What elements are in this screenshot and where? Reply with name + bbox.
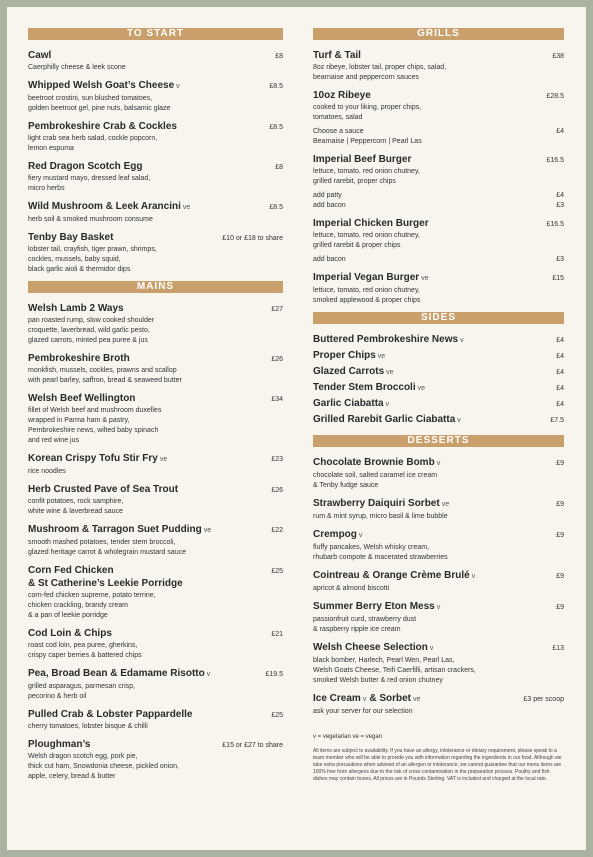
item-description: black garlic aioli & thermidor dips <box>28 266 131 273</box>
item-description: roast cod loin, pea puree, gherkins, <box>28 642 138 649</box>
item-description: herb soil & smoked mushroom consume <box>28 216 153 223</box>
menu-item-row <box>313 413 564 427</box>
item-name-text: Garlic Ciabatta <box>313 398 384 409</box>
diet-tag: v <box>429 645 434 652</box>
item-description: lettuce, tomato, red onion chutney, <box>313 232 420 239</box>
item-name <box>313 692 420 706</box>
item-name-text: Corn Fed Chicken <box>28 565 114 576</box>
item-price: £4 <box>556 353 564 360</box>
item-name <box>28 160 142 173</box>
item-name-text: Pembrokeshire Broth <box>28 353 130 364</box>
item-name-text: Crempog <box>313 529 357 540</box>
diet-tag: v <box>385 401 390 408</box>
menu-item-row <box>313 217 564 230</box>
menu-item-row <box>313 365 564 379</box>
item-description: grilled rarebit, proper chips <box>313 178 396 185</box>
item-price: £9 <box>556 532 564 539</box>
menu-item <box>313 153 564 210</box>
item-name-text: Cointreau & Orange Crème Brulé <box>313 570 470 581</box>
menu-item <box>28 200 283 224</box>
item-description: beetroot crostini, sun blushed tomatoes, <box>28 95 153 102</box>
diet-tag: ve <box>421 275 429 282</box>
menu-item-row <box>28 160 283 173</box>
item-price: £9 <box>556 573 564 580</box>
item-description: glazed carrots, minted pea puree & jus <box>28 337 148 344</box>
item-name-text: Tender Stem Broccoli <box>313 382 416 393</box>
menu-item <box>313 381 564 395</box>
item-price: £10 or £18 to share <box>222 235 283 242</box>
item-price: £15 or £27 to share <box>222 742 283 749</box>
item-description: Welsh dragon scotch egg, pork pie, <box>28 753 138 760</box>
item-description: apricot & almond biscotti <box>313 585 390 592</box>
extra-label: Choose a sauce <box>313 128 364 135</box>
item-name-text: Welsh Beef Wellington <box>28 393 136 404</box>
item-name <box>313 271 429 285</box>
item-description: chicken crackling, brandy cream <box>28 602 128 609</box>
item-description: & raspberry ripple ice cream <box>313 626 401 633</box>
item-name <box>28 738 90 751</box>
menu-item <box>313 600 564 634</box>
menu-item <box>28 392 283 445</box>
item-price: £13 <box>552 645 564 652</box>
item-name <box>28 79 180 93</box>
item-description: pecorino & herb oil <box>28 693 87 700</box>
item-name-text: Herb Crusted Pave of Sea Trout <box>28 484 179 495</box>
item-name-text: Red Dragon Scotch Egg <box>28 161 143 172</box>
item-name <box>313 333 464 347</box>
grills-list <box>313 49 564 305</box>
item-name-text: Glazed Carrots <box>313 366 385 377</box>
item-name-text: Wild Mushroom & Leek Arancini <box>28 201 181 212</box>
item-description: cooked to your liking, proper chips, <box>313 104 422 111</box>
item-name <box>313 153 411 166</box>
item-description: lettuce, tomato, red onion chutney, <box>313 287 420 294</box>
item-name <box>28 483 178 496</box>
menu-item-row <box>28 392 283 405</box>
item-name-text: Imperial Beef Burger <box>313 154 412 165</box>
menu-item-row <box>28 120 283 133</box>
item-price: £27 <box>271 306 283 313</box>
menu-item <box>28 452 283 476</box>
menu-item-row <box>313 49 564 62</box>
item-price: £8 <box>275 53 283 60</box>
item-name-text: Cawl <box>28 50 52 61</box>
item-price: £34 <box>271 396 283 403</box>
item-price: £28.5 <box>546 93 564 100</box>
item-description: rice noodles <box>28 468 66 475</box>
item-price: £9 <box>556 501 564 508</box>
menu-item <box>28 564 283 620</box>
item-name-text: Ploughman’s <box>28 739 91 750</box>
item-description: cherry tomatoes, lobster bisque & chilli <box>28 723 148 730</box>
menu-item <box>313 89 564 146</box>
item-price: £26 <box>271 356 283 363</box>
item-name <box>28 667 210 681</box>
item-description: rhubarb compote & macerated strawberries <box>313 554 448 561</box>
item-name-text: Mushroom & Tarragon Suet Pudding <box>28 524 202 535</box>
item-description: golden beetroot gel, pine nuts, balsamic glaze <box>28 105 171 112</box>
menu-item <box>28 352 283 385</box>
menu-item-row <box>313 641 564 655</box>
diet-tag: v <box>206 671 211 678</box>
menu-item-row <box>28 200 283 214</box>
item-name <box>28 708 192 721</box>
item-name <box>313 365 394 379</box>
menu-item-row <box>313 397 564 411</box>
extra-label: Bearnaise | Peppercorn | Pearl Las <box>313 138 422 145</box>
left-column <box>28 28 283 788</box>
extra-price: £3 <box>556 256 564 263</box>
item-price: £38 <box>552 53 564 60</box>
item-name-text: Pea, Broad Bean & Edamame Risotto <box>28 668 205 679</box>
right-column <box>313 28 564 783</box>
sides-list <box>313 333 564 427</box>
item-description: bearnaise and peppercorn sauces <box>313 74 419 81</box>
item-name-text: Grilled Rarebit Garlic Ciabatta <box>313 414 456 425</box>
item-name-text: Imperial Chicken Burger <box>313 218 429 229</box>
item-name <box>28 231 113 244</box>
item-price: £4 <box>556 369 564 376</box>
item-name <box>28 200 190 214</box>
item-description: grilled rarebit & proper chips <box>313 242 401 249</box>
start-list <box>28 49 283 274</box>
item-description: 8oz ribeye, lobster tail, proper chips, salad, <box>313 64 447 71</box>
menu-item-row <box>28 738 283 751</box>
item-name <box>313 413 461 427</box>
menu-item <box>313 217 564 264</box>
menu-item-row <box>28 667 283 681</box>
allergen-disclaimer: All items are subject to availability. If you have an allergy, intolerance or dietary requirement, please speak to a team member who will be able to provide you with information regarding the ingredients in our food. Although we take extra precautions when advised of an allergen or intolerance, we cannot guarantee that our menu items are 100% free from allergens due to the risk of cross contamination in the preparation process. Poultry and fish dishes may contain bones. All prices are in Pounds Sterling. VAT is included and charged at the local rate. <box>313 748 562 782</box>
menu-item-row <box>313 271 564 285</box>
menu-item <box>313 349 564 363</box>
menu-item-row <box>28 523 283 537</box>
menu-item-row <box>28 564 283 577</box>
item-description: crispy caper berries & battered chips <box>28 652 142 659</box>
item-description: and red wine jus <box>28 437 79 444</box>
menu-item-row <box>28 483 283 496</box>
menu-item-row <box>313 569 564 583</box>
item-price: £4 <box>556 401 564 408</box>
item-name <box>28 564 114 577</box>
item-name <box>313 397 389 411</box>
item-price: £3 per scoop <box>523 696 564 703</box>
diet-tag: ve <box>203 527 212 534</box>
item-name-text: Pulled Crab & Lobster Pappardelle <box>28 709 193 720</box>
extra-label: add bacon <box>313 202 346 209</box>
item-price: £8.5 <box>269 83 283 90</box>
diet-tag-b: ve <box>412 696 421 703</box>
menu-item-row <box>28 79 283 93</box>
menu-item <box>313 271 564 305</box>
section-banner-mains: MAINS <box>28 281 283 293</box>
menu-item <box>313 641 564 685</box>
menu-item-row <box>28 452 283 466</box>
item-name <box>313 497 449 511</box>
menu-item <box>28 302 283 345</box>
item-description: wrapped in Parma ham & pastry, <box>28 417 130 424</box>
item-description: grilled asparagus, parmesan crisp, <box>28 683 135 690</box>
item-name <box>313 528 362 542</box>
item-name-line2: & St Catherine’s Leekie Porridge <box>28 578 183 589</box>
diet-tag: ve <box>182 204 191 211</box>
item-extra <box>313 137 564 146</box>
menu-item <box>313 569 564 593</box>
item-name <box>28 49 51 62</box>
extra-price: £4 <box>556 128 564 135</box>
item-price: £9 <box>556 460 564 467</box>
item-description: pan roasted rump, slow cooked shoulder <box>28 317 155 324</box>
item-description: black bomber, Harlech, Pearl Wen, Pearl Las, <box>313 657 455 664</box>
item-name-text: Ice Cream <box>313 693 361 704</box>
menu-item <box>28 738 283 781</box>
item-name <box>313 600 440 614</box>
item-name-text: Proper Chips <box>313 350 376 361</box>
item-price: £23 <box>271 456 283 463</box>
item-name <box>313 89 371 102</box>
item-description: lobster tail, crayfish, tiger prawn, shrimps, <box>28 246 157 253</box>
item-name <box>313 349 385 363</box>
item-description: light crab sea herb salad, cockle popcorn, <box>28 135 158 142</box>
desserts-list <box>313 456 564 716</box>
item-description: with pearl barley, saffron, bread & seaweed butter <box>28 377 182 384</box>
item-description: fluffy pancakes, Welsh whisky cream, <box>313 544 430 551</box>
item-extra <box>313 127 564 136</box>
item-price: £4 <box>556 385 564 392</box>
item-description: croquette, laverbread, wild garlic pesto, <box>28 327 150 334</box>
menu-page <box>7 7 586 850</box>
item-name-text: Korean Crispy Tofu Stir Fry <box>28 453 158 464</box>
item-description: lemon espuma <box>28 145 74 152</box>
menu-item-row <box>28 708 283 721</box>
item-description: fillet of Welsh beef and mushroom duxelles <box>28 407 162 414</box>
item-extra <box>313 191 564 200</box>
mains-list <box>28 302 283 781</box>
item-name-text: Cod Loin & Chips <box>28 628 112 639</box>
item-name <box>313 569 475 583</box>
item-name <box>28 120 177 133</box>
item-description: corn-fed chicken supreme, potato terrine, <box>28 592 156 599</box>
menu-item-row <box>28 49 283 62</box>
diet-tag: v <box>460 337 464 344</box>
item-price: £16.5 <box>546 221 564 228</box>
section-banner-grills: GRILLS <box>313 28 564 40</box>
menu-item <box>28 523 283 557</box>
menu-item <box>28 708 283 731</box>
item-description: passionfruit curd, strawberry dust <box>313 616 417 623</box>
menu-item <box>313 49 564 82</box>
item-description: glazed heritage carrot & wholegrain mustard sauce <box>28 549 186 556</box>
diet-tag: ve <box>386 369 394 376</box>
menu-item <box>28 231 283 274</box>
menu-item <box>313 692 564 716</box>
extra-label: add patty <box>313 192 342 199</box>
item-name-text: Pembrokeshire Crab & Cockles <box>28 121 177 132</box>
menu-item <box>313 333 564 347</box>
diet-tag: v <box>436 460 441 467</box>
item-description: Welsh Goats Cheese, Teifi Caerfilli, artisan crackers, <box>313 667 476 674</box>
diet-tag: ve <box>377 353 386 360</box>
item-description: Pembrokeshire news, wilted baby spinach <box>28 427 159 434</box>
section-banner-sides: SIDES <box>313 312 564 324</box>
item-description: tomatoes, salad <box>313 114 363 121</box>
menu-item <box>28 49 283 72</box>
diet-tag: v <box>362 696 367 703</box>
menu-item-row <box>313 692 564 706</box>
item-price: £8.5 <box>269 204 283 211</box>
item-description: smoked applewood & proper chips <box>313 297 421 304</box>
item-description: chocolate soil, salted caramel ice cream <box>313 472 438 479</box>
item-price: £25 <box>271 568 283 575</box>
item-price: £21 <box>271 631 283 638</box>
item-name-text: Tenby Bay Basket <box>28 232 114 243</box>
menu-item <box>313 497 564 521</box>
extra-price: £3 <box>556 202 564 209</box>
item-name <box>28 523 211 537</box>
item-description: thick cut ham, Snowdonia cheese, pickled onion, <box>28 763 179 770</box>
item-price: £16.5 <box>546 157 564 164</box>
item-name <box>313 456 440 470</box>
menu-item-row <box>28 231 283 244</box>
item-description: fiery mustard mayo, dressed leaf salad, <box>28 175 151 182</box>
diet-tag: v <box>436 604 441 611</box>
extra-price: £4 <box>556 192 564 199</box>
diet-legend: v = vegetarian ve = vegan <box>313 734 383 740</box>
item-name <box>313 381 425 395</box>
item-name-text: Welsh Cheese Selection <box>313 642 428 653</box>
item-extra <box>313 255 564 264</box>
menu-item <box>313 413 564 427</box>
menu-item-row <box>313 528 564 542</box>
item-name <box>28 392 135 405</box>
item-description: micro herbs <box>28 185 65 192</box>
diet-tag: ve <box>417 385 426 392</box>
item-name-text: Buttered Pembrokeshire News <box>313 334 459 345</box>
menu-item-row <box>313 381 564 395</box>
diet-tag: v <box>358 532 363 539</box>
menu-item-row <box>28 627 283 640</box>
item-name <box>28 302 124 315</box>
item-description: lettuce, tomato, red onion chutney, <box>313 168 420 175</box>
item-description: & Tenby fudge sauce <box>313 482 379 489</box>
menu-item <box>313 397 564 411</box>
extra-label: add bacon <box>313 256 346 263</box>
item-name-text: 10oz Ribeye <box>313 90 371 101</box>
menu-item-row <box>313 89 564 102</box>
menu-item <box>28 483 283 516</box>
menu-item-row <box>28 302 283 315</box>
item-description: smooth mashed potatoes, tender stem broccoli, <box>28 539 176 546</box>
item-description: white wine & laverbread sauce <box>28 508 123 515</box>
item-price: £9 <box>556 604 564 611</box>
item-description: ask your server for our selection <box>313 708 413 715</box>
menu-item-row <box>313 456 564 470</box>
item-price: £7.5 <box>550 417 564 424</box>
menu-item-row <box>28 352 283 365</box>
item-name-text-b: & Sorbet <box>369 693 411 704</box>
menu-item <box>28 79 283 113</box>
item-name <box>313 641 433 655</box>
section-banner-start: TO START <box>28 28 283 40</box>
item-name-text: Turf & Tail <box>313 50 361 61</box>
item-price: £15 <box>552 275 564 282</box>
menu-item <box>28 627 283 660</box>
item-description: confit potatoes, rock samphire, <box>28 498 124 505</box>
diet-tag: v <box>471 573 476 580</box>
diet-tag: ve <box>159 456 168 463</box>
item-description: Caerphilly cheese & leek scone <box>28 64 126 71</box>
item-price: £19.5 <box>265 671 283 678</box>
section-banner-desserts: DESSERTS <box>313 435 564 447</box>
menu-item-row <box>313 349 564 363</box>
item-name-text: Imperial Vegan Burger <box>313 272 420 283</box>
item-name-text: Strawberry Daiquiri Sorbet <box>313 498 440 509</box>
item-price: £8.5 <box>269 124 283 131</box>
item-price: £25 <box>271 712 283 719</box>
item-name <box>28 352 130 365</box>
item-extra <box>313 201 564 210</box>
item-description: & a pan of leekie porridge <box>28 612 108 619</box>
menu-item-row <box>313 497 564 511</box>
diet-tag: v <box>457 417 461 424</box>
menu-item <box>28 667 283 701</box>
item-name <box>313 217 429 230</box>
menu-item <box>313 456 564 490</box>
item-price: £26 <box>271 487 283 494</box>
item-price: £8 <box>275 164 283 171</box>
item-description: cockles, mussels, baby squid, <box>28 256 121 263</box>
menu-item-row <box>313 600 564 614</box>
item-name-text: Welsh Lamb 2 Ways <box>28 303 124 314</box>
diet-tag: v <box>176 83 180 90</box>
item-name-text: Summer Berry Eton Mess <box>313 601 435 612</box>
item-name-text: Whipped Welsh Goat’s Cheese <box>28 80 175 91</box>
item-name <box>28 627 112 640</box>
menu-item-row <box>313 153 564 166</box>
item-name <box>313 49 361 62</box>
item-price: £22 <box>271 527 283 534</box>
item-description: rum & mint syrup, micro basil & lime bubble <box>313 513 448 520</box>
item-name <box>28 452 167 466</box>
item-description: smoked Welsh butter & red onion chutney <box>313 677 443 684</box>
item-description: monkfish, mussels, cockles, prawns and scallop <box>28 367 177 374</box>
menu-item <box>313 365 564 379</box>
diet-tag: ve <box>441 501 450 508</box>
item-name-text: Chocolate Brownie Bomb <box>313 457 435 468</box>
item-description: apple, celery, bread & butter <box>28 773 116 780</box>
menu-item <box>28 120 283 153</box>
menu-item-row <box>313 333 564 347</box>
menu-item <box>313 528 564 562</box>
menu-item <box>28 160 283 193</box>
item-price: £4 <box>556 337 564 344</box>
